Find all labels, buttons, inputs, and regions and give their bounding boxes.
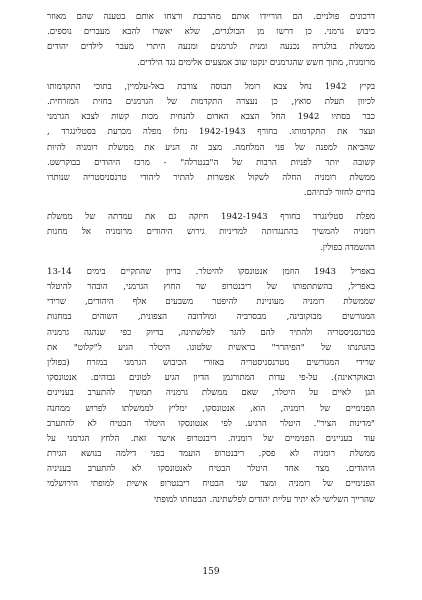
text-line: ממשלת בולגריה נכנעה ומנית לגרמנים ומנעה היתרי מעבר לילדים יהודים [47,42,375,53]
paragraph-gap [47,71,375,80]
text-line: בקיץ 1942 נחל צבא רומל תבוסה צורבת באל-עלמיין, בתוכי התקדמותו [47,81,375,92]
text-line: בהגתנתו של "הפיהרר" בראשית שלטונו. היטלר הגיע ל"קלוט" את [47,342,375,353]
text-line: בחיים לחזור לבתיהם. [303,188,375,199]
text-line: באפריל 1943 הוזמן אנטונסקו להיטלר. בדיון שהתקיים בימים 13-14 [47,266,375,277]
paragraph [47,210,375,256]
text-line: "מדינות הציר". היטלר הרגיע. לפי אנטונסקו היטלר הבטיח לא להתערב [47,418,375,429]
text-line: באפריל, בהשתתפותו של ריבנטרופ שר החוץ הגרמני, הובהר להיטלר [47,282,375,292]
text-line: שרידי המגורשים מטרנסניסטריה באזורי הכיבוש הגרמני במזרח (בפולין [47,357,375,368]
text-line: הפנימיים של רומניה ומצד שני הבטיח ריבנטרופ אישית למופתי הירושלמי [47,479,375,490]
text-line: ממשלת רומניה החלה לשקול אפשרות להתיר ליהודי טרנסניסטריה שנותרו [47,172,375,183]
text-line: ועצר את התקדמותו. בחורף 1942-1943 נחלו מפלה מכרעת בסטלינגרד , [47,127,375,138]
text-line: כבר בסתיו 1942 החל הצבא האדום להנחית מכות קשות לצבא הגרמני [47,112,375,123]
text-line: ההשמדה בפולין. [320,242,375,253]
page-number: 159 [202,567,220,577]
text-line: שממשלת רומניה מעוניינת להיפטר משבעים אלף היהודים, שרידי [47,297,375,308]
text-line: היהודים. מצד אחד היטלר הבטיח לאנטונסקו לא להתערב בעניניה [47,464,375,475]
text-line: הפנימיים של רומניה, הוא, אנטונסקו, ימליץ לממשלתו לפרוש ממחנה [47,403,375,414]
body-text [47,10,375,508]
paragraph [47,10,375,71]
text-line: קשובה יותר לפניות הרבות של ה"בנטרלה" - מרכז היהודים בבוקרשט. [47,157,375,168]
text-line: שהרייך השלישי לא יתיר עליית יהודים לפלשתינה. הבטחתו למופתי [153,494,375,505]
paragraph-gap [47,201,375,210]
text-line: בטרנסניסטריה ולהתיר להם להגר לפלשתינה, בדיוק כפי שנהגה גרמניה [47,327,375,338]
text-line: שהביאה למפנה של פני המלחמה. מצב זה הניע את ממשלת רומניה להיות [47,142,375,153]
text-line: ממשלת רומניה לא פסק. ריבנטרופ הועמד בפני דילמה בנושא הגירת [47,449,375,460]
text-line: המגורשים מבוקובינה, מבסרביה ומולדובה הצפונית, השוהים במחנות [47,312,375,323]
text-line: הגן לאיים על היטלר, שאם ממשלת גרמניה תמשיך להתערב בעניינים [47,388,375,399]
text-line: מרומניה, מתוך חשש שהגרמנים ינקטו שוב אמצעים אלימים נגד הילדים. [137,57,375,68]
paragraph [47,265,375,508]
text-line: עוד בעניינים הפנימיים של רומניה. ריבנטרופ אישר זאת. הלחץ הגרמני על [47,433,375,444]
paragraph [47,80,375,202]
text-line: לכיוון תעלת סואץ, כן נעצרה התקדמות של הגרמנים בחזית המזרחית. [47,96,375,107]
text-line: מפלת סטלינגרד בחורף 1942-1943 חיזקה גם את עמדתה של ממשלת [47,212,375,223]
text-line: ובאוקראינה). על-פי עדות המתורגמן הדיון הגיע לטונים גבוהים. אנטונסקו [47,373,375,384]
text-line: רומניה להמשיך בהתנגדותה למדיניות גירוש היהודים מרומניה אל מחנות [47,227,375,238]
text-line: דרכונים פולניים. הם הוריידו אותם מהרכבת ורצחו אותם בטענה שהם מאוזר [47,12,375,22]
paragraph-gap [47,256,375,265]
text-line: כיבוש גרמני. כן דרשו מן הבולגרים, שלא יאשרו להבא מעברים נוספים. [47,27,375,38]
